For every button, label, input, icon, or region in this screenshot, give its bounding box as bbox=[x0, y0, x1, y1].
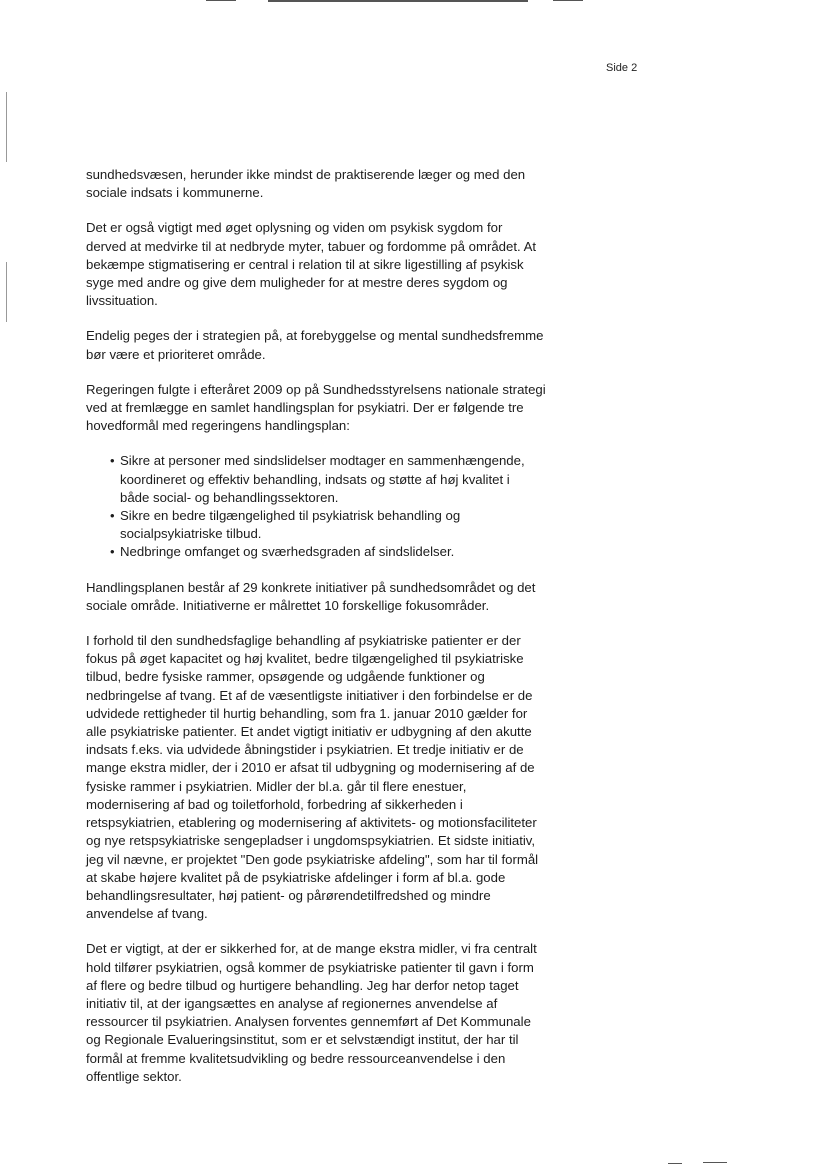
paragraph bbox=[86, 219, 576, 310]
text-line: sundhedsvæsen, herunder ikke mindst de praktiserende læger og med den bbox=[86, 167, 526, 182]
margin-mark bbox=[6, 92, 7, 162]
scan-line-top bbox=[268, 0, 528, 2]
text-line: anvendelse af tvang. bbox=[86, 906, 208, 922]
text-line: nedbringelse af tvang. Et af de væsentligste initiativer i den forbindelse er de bbox=[86, 687, 533, 703]
text-line: Handlingsplanen består af 29 konkrete initiativer på sundhedsområdet og det bbox=[86, 579, 536, 595]
text-line: Sikre en bedre tilgængelighed til psykiatrisk behandling og bbox=[120, 508, 461, 524]
text-line: retspsykiatrien, etablering og modernisering af aktivitets- og motionsfaciliteter bbox=[86, 815, 537, 831]
text-line: fokus på øget kapacitet og høj kvalitet, bedre tilgængelighed til psykiatriske bbox=[86, 651, 524, 667]
text-line: mange ekstra midler, der i 2010 er afsat til udbygning og modernisering af de bbox=[86, 760, 535, 776]
text-line: ved at fremlægge en samlet handlingsplan for psykiatri. Der er følgende tre bbox=[86, 400, 524, 416]
page-number: Side 2 bbox=[606, 62, 638, 74]
text-line: Regeringen fulgte i efteråret 2009 op på Sundhedsstyrelsens nationale strategi bbox=[86, 381, 546, 397]
text-line: formål at fremme kvalitetsudvikling og bedre ressourceanvendelse i den bbox=[86, 1050, 506, 1066]
text-line: både social- og behandlingssektoren. bbox=[120, 489, 339, 505]
text-line: Nedbringe omfanget og sværhedsgraden af sindslidelser. bbox=[120, 544, 455, 560]
paragraph bbox=[86, 327, 576, 363]
bullet-icon: • bbox=[110, 544, 115, 560]
scan-line-top bbox=[553, 0, 583, 1]
text-line: modernisering af bad og toiletforhold, forbedring af sikkerheden i bbox=[86, 796, 463, 812]
paragraph bbox=[86, 166, 576, 202]
text-line: jeg vil nævne, er projektet "Den gode psykiatriske afdeling", som har til formål bbox=[86, 851, 539, 867]
text-line: udvidede rettigheder til hurtig behandling, som fra 1. januar 2010 gælder for bbox=[86, 705, 528, 721]
scan-line-top bbox=[206, 0, 236, 1]
text-line: bør være et prioriteret område. bbox=[86, 346, 266, 362]
text-line: behandlingsresultater, høj patient- og pårørendetilfredshed og mindre bbox=[86, 887, 491, 903]
scan-line-bottom bbox=[703, 1162, 727, 1163]
paragraph bbox=[86, 632, 576, 923]
text-line: Endelig peges der i strategien på, at forebyggelse og mental sundhedsfremme bbox=[86, 328, 544, 344]
text-line: af flere og bedre tilbud og hurtigere behandling. Jeg har derfor netop taget bbox=[86, 977, 519, 993]
text-line: bekæmpe stigmatisering er central i relation til at sikre ligestilling af psykisk bbox=[86, 256, 524, 272]
bullet-list bbox=[86, 452, 576, 561]
body-text bbox=[86, 166, 576, 1103]
text-line: livssituation. bbox=[86, 293, 158, 309]
paragraph bbox=[86, 381, 576, 436]
bullet-icon: • bbox=[110, 508, 115, 524]
text-line: fysiske rammer i psykiatrien. Midler der bl.a. går til flere enestuer, bbox=[86, 778, 467, 794]
text-line: alle psykiatriske patienter. Et andet vigtigt initiativ er udbygning af den akutte bbox=[86, 724, 532, 740]
text-line: I forhold til den sundhedsfaglige behandling af psykiatriske patienter er der bbox=[86, 633, 521, 649]
text-line: Det er også vigtigt med øget oplysning og viden om psykisk sygdom for bbox=[86, 220, 503, 236]
text-line: hold tilfører psykiatrien, også kommer de psykiatriske patienter til gavn i form bbox=[86, 959, 534, 975]
text-line: sociale indsats i kommunerne. bbox=[86, 185, 264, 201]
bullet-icon: • bbox=[110, 453, 115, 469]
paragraph bbox=[86, 579, 576, 615]
text-line: Sikre at personer med sindslidelser modtager en sammenhængende, bbox=[120, 453, 525, 469]
paragraph bbox=[86, 940, 576, 1086]
text-line: offentlige sektor. bbox=[86, 1068, 182, 1084]
text-line: koordineret og effektiv behandling, indsats og støtte af høj kvalitet i bbox=[120, 471, 510, 487]
text-line: hovedformål med regeringens handlingsplan: bbox=[86, 418, 350, 434]
text-line: og nye retspsykiatriske sengepladser i ungdomspsykiatrien. Et sidste initiativ, bbox=[86, 833, 536, 849]
text-line: ressourcer til psykiatrien. Analysen forventes gennemført af Det Kommunale bbox=[86, 1014, 531, 1030]
bullet-item bbox=[86, 452, 576, 507]
text-line: initiativ til, at der igangsættes en analyse af regionernes anvendelse af bbox=[86, 995, 498, 1011]
text-line: at skabe højere kvalitet på de psykiatriske afdelinger i form af bl.a. gode bbox=[86, 869, 506, 885]
bullet-item bbox=[86, 507, 576, 543]
text-line: indsats f.eks. via udvidede åbningstider i psykiatrien. Et tredje initiativ er de bbox=[86, 742, 524, 758]
text-line: syge med andre og give dem muligheder for at mestre deres sygdom og bbox=[86, 275, 508, 291]
text-line: Det er vigtigt, at der er sikkerhed for, at de mange ekstra midler, vi fra centralt bbox=[86, 941, 537, 957]
scan-line-bottom bbox=[668, 1163, 682, 1164]
text-line: socialpsykiatriske tilbud. bbox=[120, 526, 262, 542]
text-line: derved at medvirke til at nedbryde myter, tabuer og fordomme på området. At bbox=[86, 238, 537, 254]
text-line: sociale område. Initiativerne er målrettet 10 forskellige fokusområder. bbox=[86, 597, 490, 613]
bullet-item bbox=[86, 543, 576, 561]
margin-mark bbox=[6, 262, 7, 322]
text-line: og Regionale Evalueringsinstitut, som er et selvstændigt institut, der har til bbox=[86, 1032, 519, 1048]
text-line: tilbud, bedre fysiske rammer, opsøgende og udgående funktioner og bbox=[86, 669, 485, 685]
